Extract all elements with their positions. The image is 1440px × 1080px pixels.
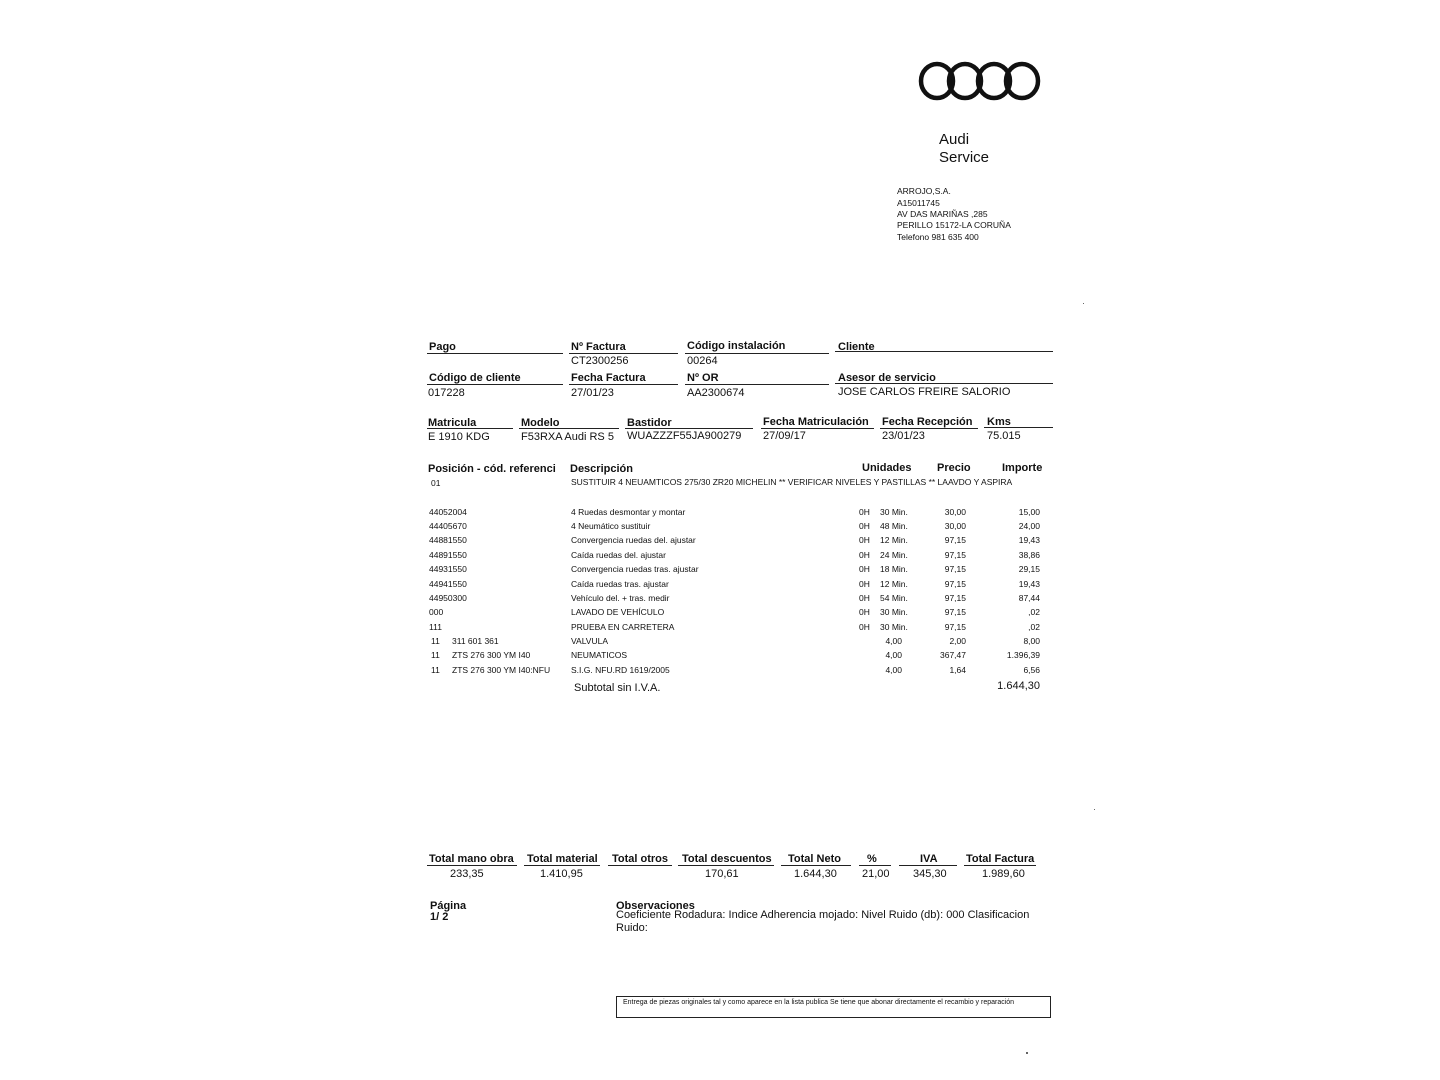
row-amount: 1.396,39 [1006, 650, 1040, 660]
pagina-label: Página [430, 900, 467, 912]
row-price: 30,00 [944, 507, 966, 517]
row-reference: 311 601 361 [452, 636, 499, 646]
matricula-underline [427, 428, 513, 429]
row-units: 12 Min. [880, 579, 908, 589]
row-reference: ZTS 276 300 YM I40 [452, 650, 531, 660]
row-price: 367,47 [940, 650, 966, 660]
kms-label: Kms [987, 416, 1011, 428]
factura-underline [964, 865, 1036, 866]
col-precio-header: Precio [937, 462, 971, 474]
fecha-recepcion-value: 23/01/23 [882, 430, 925, 442]
row-units: 4,00 [885, 636, 902, 646]
bastidor-underline [625, 428, 753, 429]
row-price: 97,15 [944, 607, 966, 617]
row-type: 0H [859, 564, 870, 574]
row-type: 0H [859, 607, 870, 617]
subtotal-label: Subtotal sin I.V.A. [574, 682, 661, 694]
row-amount: 19,43 [1018, 535, 1040, 545]
total-mano-obra-label: Total mano obra [429, 853, 514, 865]
fecha-matriculacion-underline [761, 428, 874, 429]
row-position: 44881550 [429, 535, 467, 545]
row-price: 2,00 [949, 636, 966, 646]
row-description: NEUMATICOS [571, 650, 628, 660]
instalacion-label: Código instalación [687, 340, 786, 352]
row-amount: 19,43 [1018, 579, 1040, 589]
row-price: 97,15 [944, 593, 966, 603]
cliente-underline [835, 351, 1053, 352]
row-amount: 29,15 [1018, 564, 1040, 574]
total-neto-value: 1.644,30 [794, 868, 837, 880]
observaciones-line2: Ruido: [616, 922, 648, 934]
total-otros-label: Total otros [612, 853, 669, 865]
row-type: 0H [859, 622, 870, 632]
observaciones-line1: Coeficiente Rodadura: Indice Adherencia mojado: Nivel Ruido (db): 000 Clasificacion [616, 909, 1030, 921]
kms-value: 75.015 [987, 430, 1021, 442]
row-description: Caída ruedas del. ajustar [571, 550, 666, 560]
fecha-matriculacion-label: Fecha Matriculación [763, 416, 869, 428]
modelo-value: F53RXA Audi RS 5 [521, 431, 614, 443]
row-units: 30 Min. [880, 507, 908, 517]
row-amount: 24,00 [1018, 521, 1040, 531]
row-price: 1,64 [949, 665, 966, 675]
group-position: 01 [431, 478, 441, 488]
total-descuentos-value: 170,61 [705, 868, 739, 880]
pct-underline [859, 865, 891, 866]
row-position: 44891550 [429, 550, 467, 560]
parts-note-text: Entrega de piezas originales tal y como aparece en la lista publica Se tiene que abonar directamente el recambio y reparación [623, 999, 1015, 1006]
audi-rings-logo [918, 60, 1042, 102]
row-units: 12 Min. [880, 535, 908, 545]
row-description: PRUEBA EN CARRETERA [571, 622, 675, 632]
row-price: 97,15 [944, 564, 966, 574]
row-description: Caída ruedas tras. ajustar [571, 579, 669, 589]
neto-underline [781, 865, 851, 866]
iva-underline [899, 865, 957, 866]
row-position: 11 [431, 636, 440, 646]
row-units: 18 Min. [880, 564, 908, 574]
row-price: 97,15 [944, 579, 966, 589]
fecha-matriculacion-value: 27/09/17 [763, 430, 806, 442]
row-description: Vehículo del. + tras. medir [571, 593, 670, 603]
row-position: 44950300 [429, 593, 467, 603]
observaciones-label: Observaciones [616, 900, 695, 912]
total-pct-label: % [867, 853, 877, 865]
row-amount: 6,56 [1023, 665, 1040, 675]
brand-name: Audi [939, 131, 970, 148]
total-iva-value: 345,30 [913, 868, 947, 880]
row-amount: 38,86 [1018, 550, 1040, 560]
modelo-underline [519, 428, 619, 429]
asesor-value: JOSE CARLOS FREIRE SALORIO [838, 386, 1011, 398]
row-description: 4 Ruedas desmontar y montar [571, 507, 686, 517]
parts-note-box [616, 996, 1051, 1018]
row-description: 4 Neumático sustituir [571, 521, 651, 531]
company-tax-id: A15011745 [897, 198, 940, 208]
matricula-value: E 1910 KDG [428, 431, 490, 443]
fecha-recepcion-label: Fecha Recepción [882, 416, 973, 428]
row-description: Convergencia ruedas tras. ajustar [571, 564, 699, 574]
row-reference: ZTS 276 300 YM I40:NFU [452, 665, 551, 675]
total-material-value: 1.410,95 [540, 868, 583, 880]
col-unidades-header: Unidades [862, 462, 912, 474]
scan-speck [1026, 1052, 1028, 1054]
asesor-label: Asesor de servicio [838, 372, 936, 384]
factura-underline [569, 353, 678, 354]
codigo-cliente-underline [427, 384, 563, 385]
row-amount: 15,00 [1018, 507, 1040, 517]
group-description: SUSTITUIR 4 NEUAMTICOS 275/30 ZR20 MICHELIN ** VERIFICAR NIVELES Y PASTILLAS ** LAAVDO Y ASPIRA [571, 477, 1013, 487]
company-name: ARROJO,S.A. [897, 186, 951, 196]
mano-obra-underline [427, 865, 517, 866]
scan-speck [1094, 809, 1095, 810]
bastidor-label: Bastidor [627, 417, 672, 429]
bastidor-value: WUAZZZF55JA900279 [627, 430, 742, 442]
pago-label: Pago [429, 341, 456, 353]
row-price: 97,15 [944, 622, 966, 632]
total-pct-value: 21,00 [862, 868, 890, 880]
total-factura-label: Total Factura [966, 853, 1035, 865]
total-iva-label: IVA [920, 853, 938, 865]
fecha-factura-label: Fecha Factura [571, 372, 646, 384]
brand-subtitle: Service [939, 149, 990, 166]
row-type: 0H [859, 593, 870, 603]
row-units: 48 Min. [880, 521, 908, 531]
total-mano-obra-value: 233,35 [450, 868, 484, 880]
scan-speck [1083, 303, 1084, 304]
row-units: 4,00 [885, 650, 902, 660]
fecha-recepcion-underline [880, 428, 978, 429]
fecha-factura-value: 27/01/23 [571, 387, 614, 399]
company-street: AV DAS MARIÑAS ,285 [897, 209, 988, 219]
factura-label: Nº Factura [571, 341, 626, 353]
instalacion-value: 00264 [687, 355, 718, 367]
or-underline [685, 384, 829, 385]
row-type: 0H [859, 550, 870, 560]
row-units: 30 Min. [880, 622, 908, 632]
pagina-value: 1/ 2 [430, 911, 449, 923]
row-amount: ,02 [1028, 607, 1040, 617]
row-position: 44941550 [429, 579, 467, 589]
subtotal-value: 1.644,30 [997, 680, 1040, 692]
row-units: 54 Min. [880, 593, 908, 603]
company-phone: Telefono 981 635 400 [897, 232, 979, 242]
col-importe-header: Importe [1002, 462, 1043, 474]
cliente-label: Cliente [838, 341, 875, 353]
instalacion-underline [685, 353, 829, 354]
company-city: PERILLO 15172-LA CORUÑA [897, 220, 1011, 230]
matricula-label: Matricula [428, 417, 477, 429]
total-material-label: Total material [527, 853, 598, 865]
row-amount: ,02 [1028, 622, 1040, 632]
total-factura-value: 1.989,60 [982, 868, 1025, 880]
kms-underline [984, 427, 1053, 428]
row-position: 111 [429, 622, 442, 632]
row-price: 30,00 [944, 521, 966, 531]
factura-value: CT2300256 [571, 355, 629, 367]
material-underline [524, 865, 600, 866]
row-position: 000 [429, 607, 444, 617]
row-description: S.I.G. NFU.RD 1619/2005 [571, 665, 670, 675]
row-description: Convergencia ruedas del. ajustar [571, 535, 696, 545]
or-label: Nº OR [687, 372, 719, 384]
total-descuentos-label: Total descuentos [682, 853, 772, 865]
otros-underline [608, 865, 672, 866]
codigo-cliente-label: Código de cliente [429, 372, 521, 384]
row-description: LAVADO DE VEHÍCULO [571, 607, 665, 617]
pago-underline [427, 353, 563, 354]
row-type: 0H [859, 535, 870, 545]
row-type: 0H [859, 521, 870, 531]
row-units: 24 Min. [880, 550, 908, 560]
codigo-cliente-value: 017228 [428, 387, 465, 399]
asesor-underline [835, 383, 1053, 384]
row-units: 30 Min. [880, 607, 908, 617]
row-amount: 8,00 [1023, 636, 1040, 646]
descuentos-underline [678, 865, 774, 866]
total-neto-label: Total Neto [788, 853, 841, 865]
row-position: 11 [431, 650, 440, 660]
row-amount: 87,44 [1018, 593, 1040, 603]
col-posicion-header: Posición - cód. referenci [428, 463, 556, 475]
row-price: 97,15 [944, 550, 966, 560]
row-description: VALVULA [571, 636, 609, 646]
row-price: 97,15 [944, 535, 966, 545]
row-position: 44931550 [429, 564, 467, 574]
row-type: 0H [859, 579, 870, 589]
or-value: AA2300674 [687, 387, 745, 399]
row-type: 0H [859, 507, 870, 517]
row-position: 11 [431, 665, 440, 675]
row-units: 4,00 [885, 665, 902, 675]
col-descripcion-header: Descripción [570, 463, 633, 475]
row-position: 44405670 [429, 521, 467, 531]
modelo-label: Modelo [521, 417, 560, 429]
row-position: 44052004 [429, 507, 467, 517]
fecha-factura-underline [569, 384, 678, 385]
